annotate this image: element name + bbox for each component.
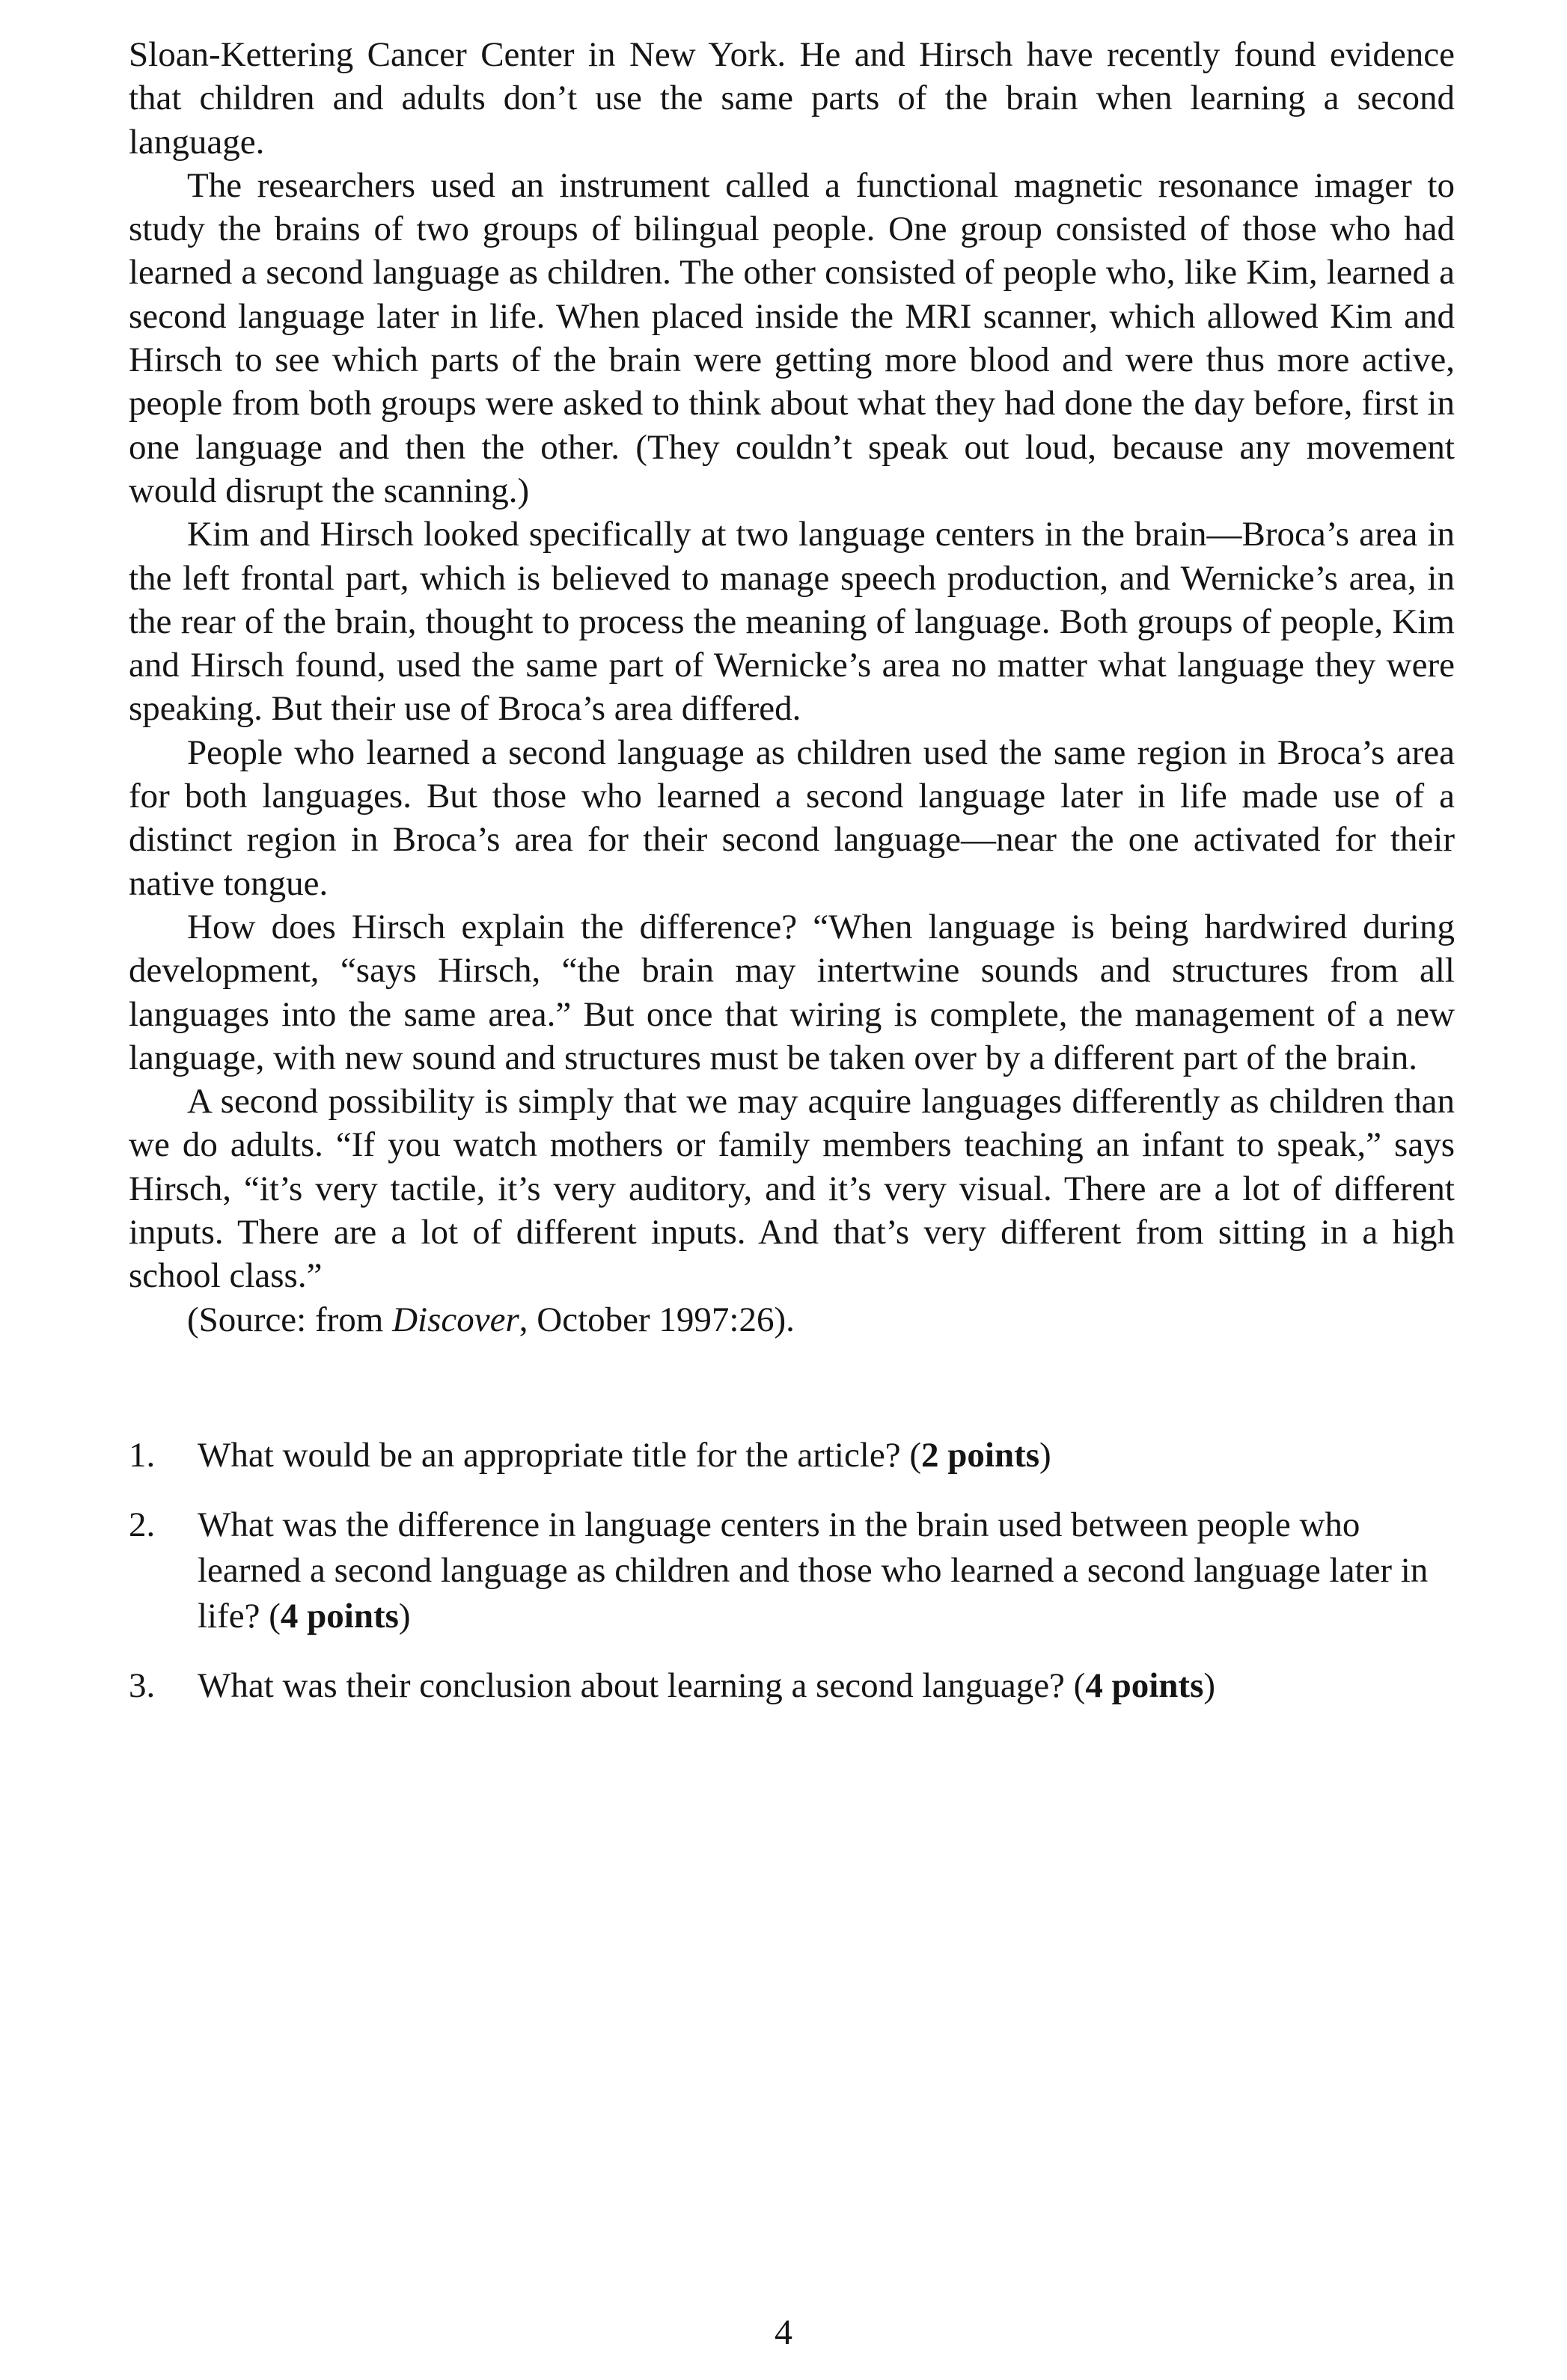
article-body bbox=[129, 33, 1455, 1342]
question-text: What was their conclusion about learning a second language? (4 points) bbox=[198, 1666, 1216, 1705]
paragraph: A second possibility is simply that we may acquire languages differently as children than we do adults. “If you watch mothers or family members teaching an infant to speak,” says Hirsch, “it’s very tactile, it’s very auditory, and it’s very visual. There are a lot of different inputs. There are a lot of different inputs. And that’s very different from sitting in a high school class.” bbox=[129, 1082, 1455, 1296]
question-number: 2. bbox=[129, 1505, 156, 1544]
paragraph: People who learned a second language as children used the same region in Broca’s area for both languages. But those who learned a second language later in life made use of a distinct region in Broca’s area for their second language—near the one activated for their native tongue. bbox=[129, 732, 1455, 903]
paragraph: The researchers used an instrument called a functional magnetic resonance imager to study the brains of two groups of bilingual people. One group consisted of those who had learned a second language as children. The other consisted of people who, like Kim, learned a second language later in life. When placed inside the MRI scanner, which allowed Kim and Hirsch to see which parts of the brain were getting more blood and were thus more active, people from both groups were asked to think about what they had done the day before, first in one language and then the other. (They couldn’t speak out loud, because any movement would disrupt the scanning.) bbox=[129, 165, 1455, 510]
paragraph: Sloan-Kettering Cancer Center in New York. He and Hirsch have recently found evidence that children and adults don’t use the same parts of the brain when learning a second language. bbox=[129, 35, 1455, 162]
question-points: 2 points bbox=[921, 1436, 1040, 1475]
source-suffix: , October 1997:26). bbox=[519, 1300, 795, 1339]
question-number: 1. bbox=[129, 1436, 156, 1475]
question-item bbox=[129, 1502, 1455, 1639]
question-text: What would be an appropriate title for the article? (2 points) bbox=[198, 1436, 1051, 1475]
question-list bbox=[129, 1433, 1455, 1733]
source-publication: Discover bbox=[392, 1300, 519, 1339]
question-item bbox=[129, 1433, 1455, 1478]
question-number: 3. bbox=[129, 1666, 156, 1705]
paragraph: Kim and Hirsch looked specifically at two language centers in the brain—Broca’s area in the left frontal part, which is believed to manage speech production, and Wernicke’s area, in the rear of the brain, thought to process the meaning of language. Both groups of people, Kim and Hirsch found, used the same part of Wernicke’s area no matter what language they were speaking. But their use of Broca’s area differed. bbox=[129, 515, 1455, 729]
source-citation bbox=[129, 1298, 1455, 1342]
page-number: 4 bbox=[775, 2313, 792, 2352]
question-item bbox=[129, 1663, 1455, 1709]
question-points: 4 points bbox=[280, 1597, 399, 1636]
question-points: 4 points bbox=[1085, 1666, 1204, 1705]
source-prefix: (Source: from bbox=[187, 1300, 393, 1339]
question-text: What was the difference in language centers in the brain used between people who learned a second language as children and those who learned a second language later in life? (4 points) bbox=[198, 1505, 1429, 1636]
paragraph: How does Hirsch explain the difference? “When language is being hardwired during development, “says Hirsch, “the brain may intertwine sounds and structures from all languages into the same area.” But once that wiring is complete, the management of a new language, with new sound and structures must be taken over by a different part of the brain. bbox=[129, 907, 1455, 1077]
